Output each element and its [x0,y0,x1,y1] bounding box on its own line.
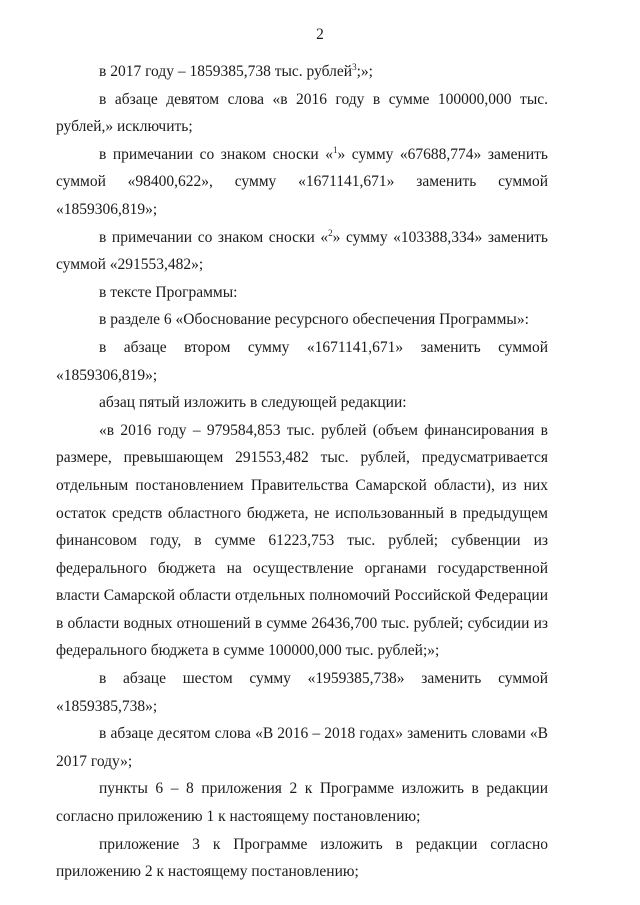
paragraph-10: в абзаце шестом сумму «1959385,738» заменить суммой «1859385,738»; [56,670,548,715]
document-body [56,58,548,886]
paragraph-13: приложение 3 к Программе изложить в редакции согласно приложению 2 к настоящему постановлению; [56,835,548,881]
paragraph-9: «в 2016 году – 979584,853 тыс. рублей (объем финансирования в размере, превышающем 291553,482 тыс. рублей, предусматривается отдельным постановлением Правительства Самарской области), из них остаток средств областного бюджета, не использованный в предыдущем финансовом году, в сумме 61223,753 тыс. рублей; субвенции из федерального бюджета на осуществление органами государственной власти Самарской области отдельных полномочий Российской Федерации в области водных отношений в сумме 26436,700 тыс. рублей; субсидии из федерального бюджета в сумме 100000,000 тыс. рублей;»; [56,421,548,660]
paragraph-1: в 2017 году – 1859385,738 тыс. рублей$^3$;»; [99,61,373,80]
paragraph-4: в примечании со знаком сноски «$^2$» сумму «103388,334» заменить суммой «291553,482»; [56,227,548,274]
paragraph-8: абзац пятый изложить в следующей редакции: [99,394,407,412]
paragraph-2: в абзаце девятом слова «в 2016 году в сумме 100000,000 тыс. рублей,» исключить; [56,90,548,136]
paragraph-12: пункты 6 – 8 приложения 2 к Программе изложить в редакции согласно приложению 1 к настоящему постановлению; [56,780,548,826]
footnote-mark: 2 [328,227,333,238]
paragraph-7: в абзаце втором сумму «1671141,671» заменить суммой «1859306,819»; [56,338,548,384]
page-number: 2 [316,26,324,43]
paragraph-5: в тексте Программы: [99,283,238,301]
footnote-mark: 3 [352,61,357,72]
paragraph-6: в разделе 6 «Обоснование ресурсного обеспечения Программы»: [99,311,529,329]
paragraph-11: в абзаце десятом слова «В 2016 – 2018 годах» заменить словами «В 2017 году»; [56,725,548,770]
paragraph-3: в примечании со знаком сноски «$^1$» сумму «67688,774» заменить суммой «98400,622», сумму «1671141,671» заменить суммой «1859306,819»; [56,144,548,218]
footnote-mark: 1 [332,144,338,155]
